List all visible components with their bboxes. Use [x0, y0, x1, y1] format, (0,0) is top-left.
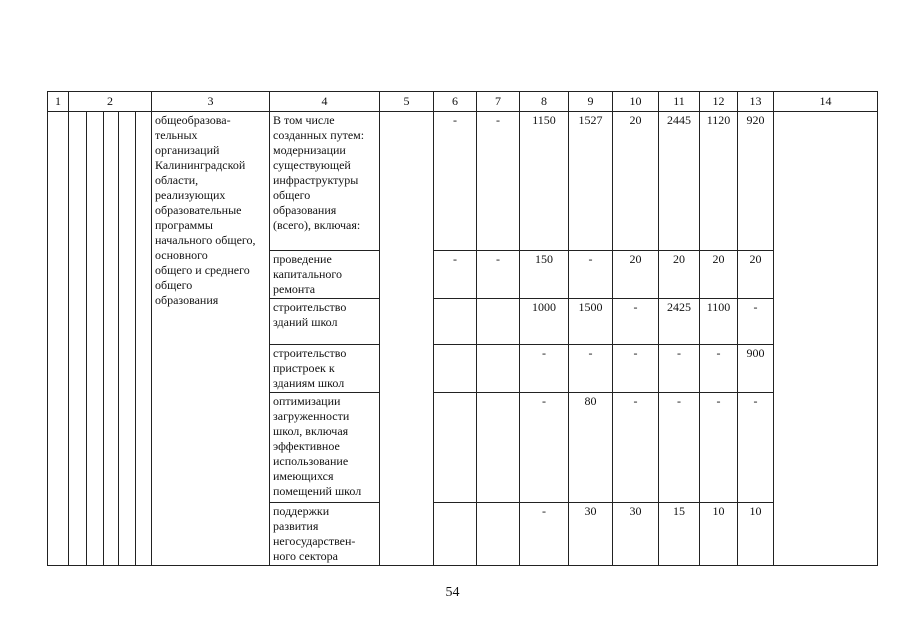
cell-col11: 15 — [659, 503, 700, 566]
cell-col13: - — [738, 299, 774, 345]
cell-col12: 1120 — [700, 112, 738, 251]
cell-col9: - — [569, 345, 613, 393]
header-col-3: 3 — [152, 92, 270, 112]
cell-col11: 2425 — [659, 299, 700, 345]
cell-col6: - — [434, 251, 477, 299]
cell-col8: 1000 — [520, 299, 569, 345]
cell-col9: 1527 — [569, 112, 613, 251]
header-col-2: 2 — [69, 92, 152, 112]
cell-col7 — [477, 503, 520, 566]
header-col-6: 6 — [434, 92, 477, 112]
row-label: оптимизации загруженности школ, включая эффективное использование имеющихся помещений школ — [270, 393, 380, 503]
header-col-11: 11 — [659, 92, 700, 112]
col2-subcolumns — [69, 112, 152, 566]
cell-col6 — [434, 299, 477, 345]
cell-col9: 30 — [569, 503, 613, 566]
cell-col13: 900 — [738, 345, 774, 393]
cell-col10: 30 — [613, 503, 659, 566]
cell-col12: 1100 — [700, 299, 738, 345]
cell-col6 — [434, 393, 477, 503]
table-row — [48, 112, 878, 251]
header-col-12: 12 — [700, 92, 738, 112]
col1-cell — [48, 112, 69, 566]
row-label: поддержки развития негосударствен- ного сектора — [270, 503, 380, 566]
row-label: В том числе созданных путем: модернизации существующей инфраструктуры общего образования (всего), включая: — [270, 112, 380, 251]
cell-col8: 1150 — [520, 112, 569, 251]
header-col-8: 8 — [520, 92, 569, 112]
cell-col12: - — [700, 345, 738, 393]
cell-col13: 10 — [738, 503, 774, 566]
cell-col7: - — [477, 112, 520, 251]
cell-col10: - — [613, 345, 659, 393]
cell-col10: 20 — [613, 251, 659, 299]
program-indicators-table — [47, 91, 878, 566]
organization-type-cell: общеобразова- тельных организаций Калининградской области, реализующих образовательные программы начального общего, основного общего и среднего общего образования — [152, 112, 270, 566]
cell-col8: - — [520, 393, 569, 503]
col14-cell — [774, 112, 878, 566]
cell-col10: 20 — [613, 112, 659, 251]
header-col-5: 5 — [380, 92, 434, 112]
cell-col6: - — [434, 112, 477, 251]
header-col-4: 4 — [270, 92, 380, 112]
header-col-13: 13 — [738, 92, 774, 112]
cell-col7 — [477, 393, 520, 503]
col5-cell — [380, 112, 434, 566]
cell-col8: 150 — [520, 251, 569, 299]
cell-col13: 20 — [738, 251, 774, 299]
cell-col11: 20 — [659, 251, 700, 299]
header-col-14: 14 — [774, 92, 878, 112]
header-col-10: 10 — [613, 92, 659, 112]
header-row — [48, 92, 878, 112]
cell-col11: - — [659, 393, 700, 503]
cell-col6 — [434, 503, 477, 566]
cell-col9: 1500 — [569, 299, 613, 345]
row-label: проведение капитального ремонта — [270, 251, 380, 299]
cell-col11: - — [659, 345, 700, 393]
cell-col12: - — [700, 393, 738, 503]
cell-col7 — [477, 299, 520, 345]
header-col-7: 7 — [477, 92, 520, 112]
cell-col8: - — [520, 345, 569, 393]
row-label: строительство пристроек к зданиям школ — [270, 345, 380, 393]
cell-col10: - — [613, 299, 659, 345]
cell-col12: 10 — [700, 503, 738, 566]
cell-col8: - — [520, 503, 569, 566]
cell-col12: 20 — [700, 251, 738, 299]
row-label: строительство зданий школ — [270, 299, 380, 345]
cell-col7: - — [477, 251, 520, 299]
cell-col6 — [434, 345, 477, 393]
cell-col9: - — [569, 251, 613, 299]
header-col-9: 9 — [569, 92, 613, 112]
cell-col13: 920 — [738, 112, 774, 251]
cell-col9: 80 — [569, 393, 613, 503]
page-number: 54 — [445, 585, 460, 600]
header-col-1: 1 — [48, 92, 69, 112]
cell-col7 — [477, 345, 520, 393]
cell-col13: - — [738, 393, 774, 503]
cell-col10: - — [613, 393, 659, 503]
cell-col11: 2445 — [659, 112, 700, 251]
